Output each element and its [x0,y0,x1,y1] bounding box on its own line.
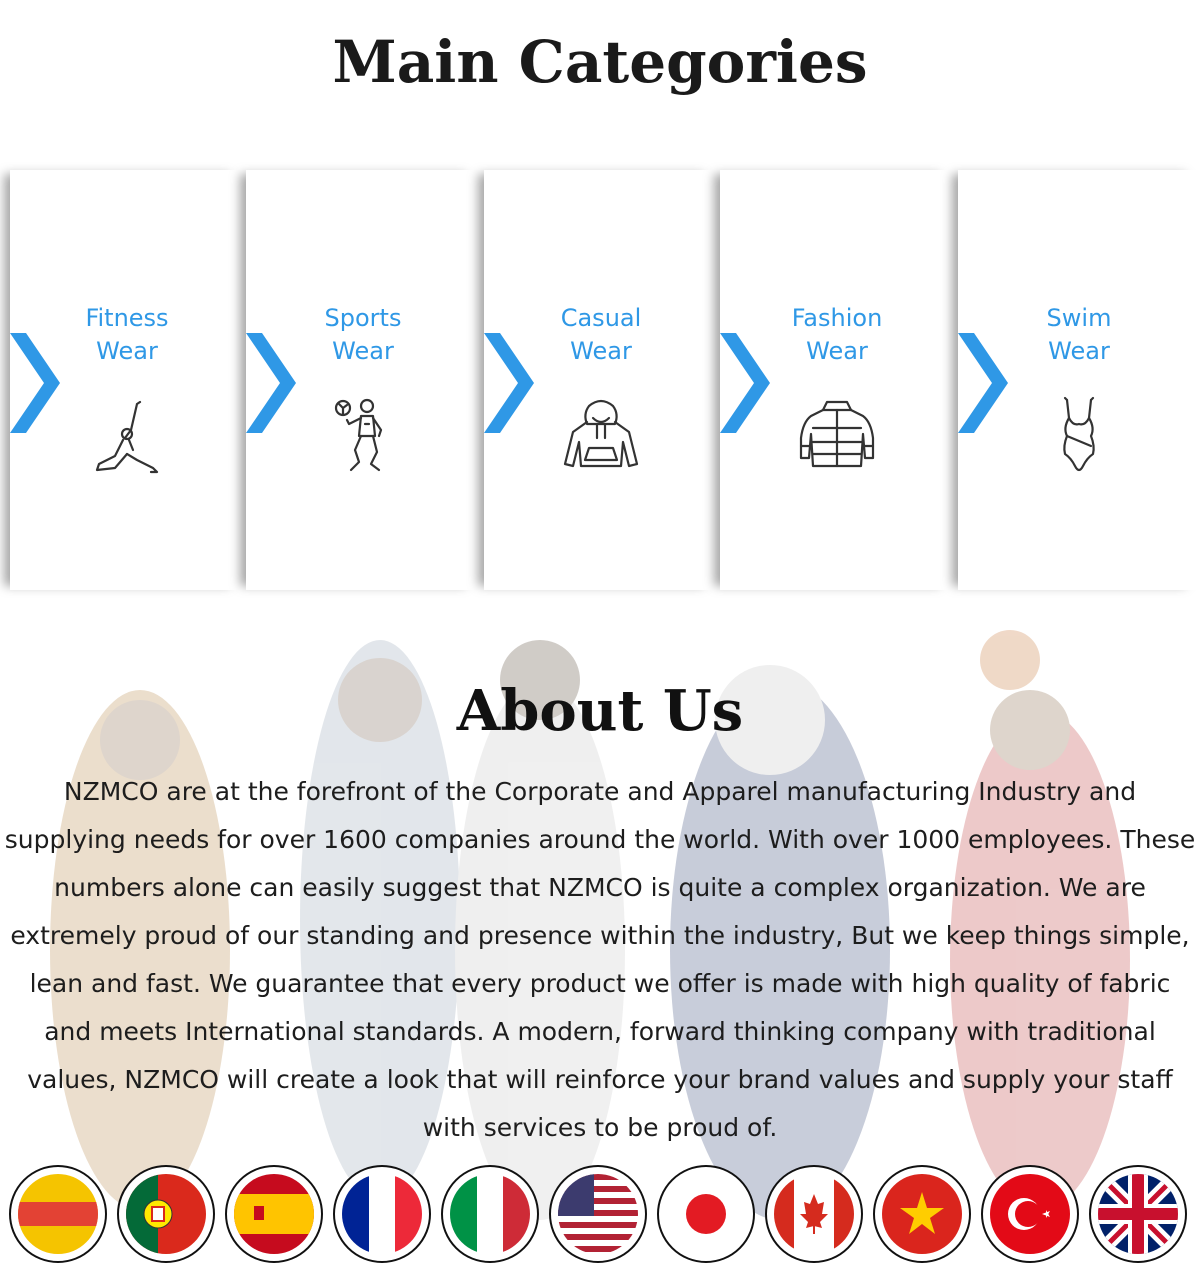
category-label-line2: Wear [332,337,394,365]
turkey-flag-icon[interactable] [981,1165,1079,1263]
canada-flag-icon[interactable] [765,1165,863,1263]
category-fashion-wear[interactable] [720,170,954,590]
hoodie-icon [559,394,643,478]
category-label-line1: Sports [324,304,402,332]
category-fitness-wear[interactable] [10,170,244,590]
category-casual-wear[interactable] [484,170,718,590]
portugal-flag-icon[interactable] [117,1165,215,1263]
category-swim-wear[interactable] [958,170,1200,590]
france-flag-icon[interactable] [333,1165,431,1263]
category-label-line2: Wear [570,337,632,365]
category-label-line1: Swim [1046,304,1112,332]
flag-yellow-red-icon[interactable] [9,1165,107,1263]
uk-flag-icon[interactable] [1089,1165,1187,1263]
about-text: NZMCO are at the forefront of the Corporate and Apparel manufacturing Industry and supplying needs for over 1600 companies around the world. With over 1000 employees. These numbers alone can easily suggest that NZMCO is quite a complex organization. We are extremely proud of our standing and presence within the industry, But we keep things simple, lean and fast. We guarantee that every product we offer is made with high quality of fabric and meets International standards. A modern, forward thinking company with traditional values, NZMCO will create a look that will reinforce your brand values and supply your staff with services to be proud of. [4,777,1196,1142]
soccer-player-icon [321,394,405,478]
yoga-icon [85,394,169,478]
category-label-line2: Wear [1048,337,1110,365]
usa-flag-icon[interactable] [549,1165,647,1263]
category-label-line2: Wear [806,337,868,365]
main-categories-title: Main Categories [332,28,868,96]
spain-flag-icon[interactable] [225,1165,323,1263]
puffer-jacket-icon [795,394,879,478]
categories-row [0,170,1200,590]
category-label-line2: Wear [96,337,158,365]
swimsuit-icon [1037,394,1121,478]
category-label-line1: Fashion [791,304,883,332]
category-sports-wear[interactable] [246,170,480,590]
category-label-line1: Fitness [85,304,169,332]
flags-row [0,1165,1200,1265]
vietnam-flag-icon[interactable] [873,1165,971,1263]
japan-flag-icon[interactable] [657,1165,755,1263]
category-label-line1: Casual [560,304,642,332]
about-title: About Us [456,678,744,744]
italy-flag-icon[interactable] [441,1165,539,1263]
